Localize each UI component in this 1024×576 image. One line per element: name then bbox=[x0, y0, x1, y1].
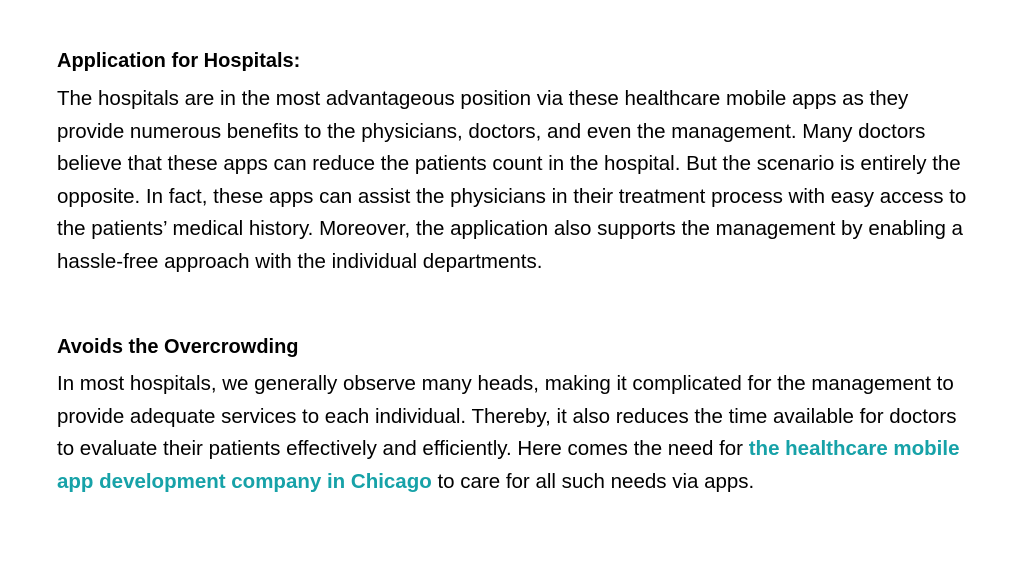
section-heading-overcrowding: Avoids the Overcrowding bbox=[57, 336, 299, 358]
section-heading-hospitals: Application for Hospitals: bbox=[57, 50, 301, 72]
body-text-before-link: In most hospitals, we generally observe many heads, making it complicated for the management to provide adequate services to each individual. Thereby, it also reduces the time available for doctors to evaluate their patients effectively and efficiently. Here comes the need for bbox=[57, 372, 957, 460]
section-body-hospitals: The hospitals are in the most advantageous position via these healthcare mobile apps as they provide numerous benefits to the physicians, doctors, and even the management. Many doctors believe that these apps can reduce the patients count in the hospital. But the scenario is entirely the opposite. In fact, these apps can assist the physicians in their treatment process with easy access to the patients’ medical history. Moreover, the application also supports the management by enabling a hassle-free approach with the individual departments. bbox=[57, 87, 967, 273]
healthcare-app-company-link[interactable]: the healthcare mobile app development company in Chicago bbox=[57, 437, 960, 493]
body-text-after-link: to care for all such needs via apps. bbox=[431, 469, 755, 493]
section-body-overcrowding bbox=[57, 368, 967, 498]
